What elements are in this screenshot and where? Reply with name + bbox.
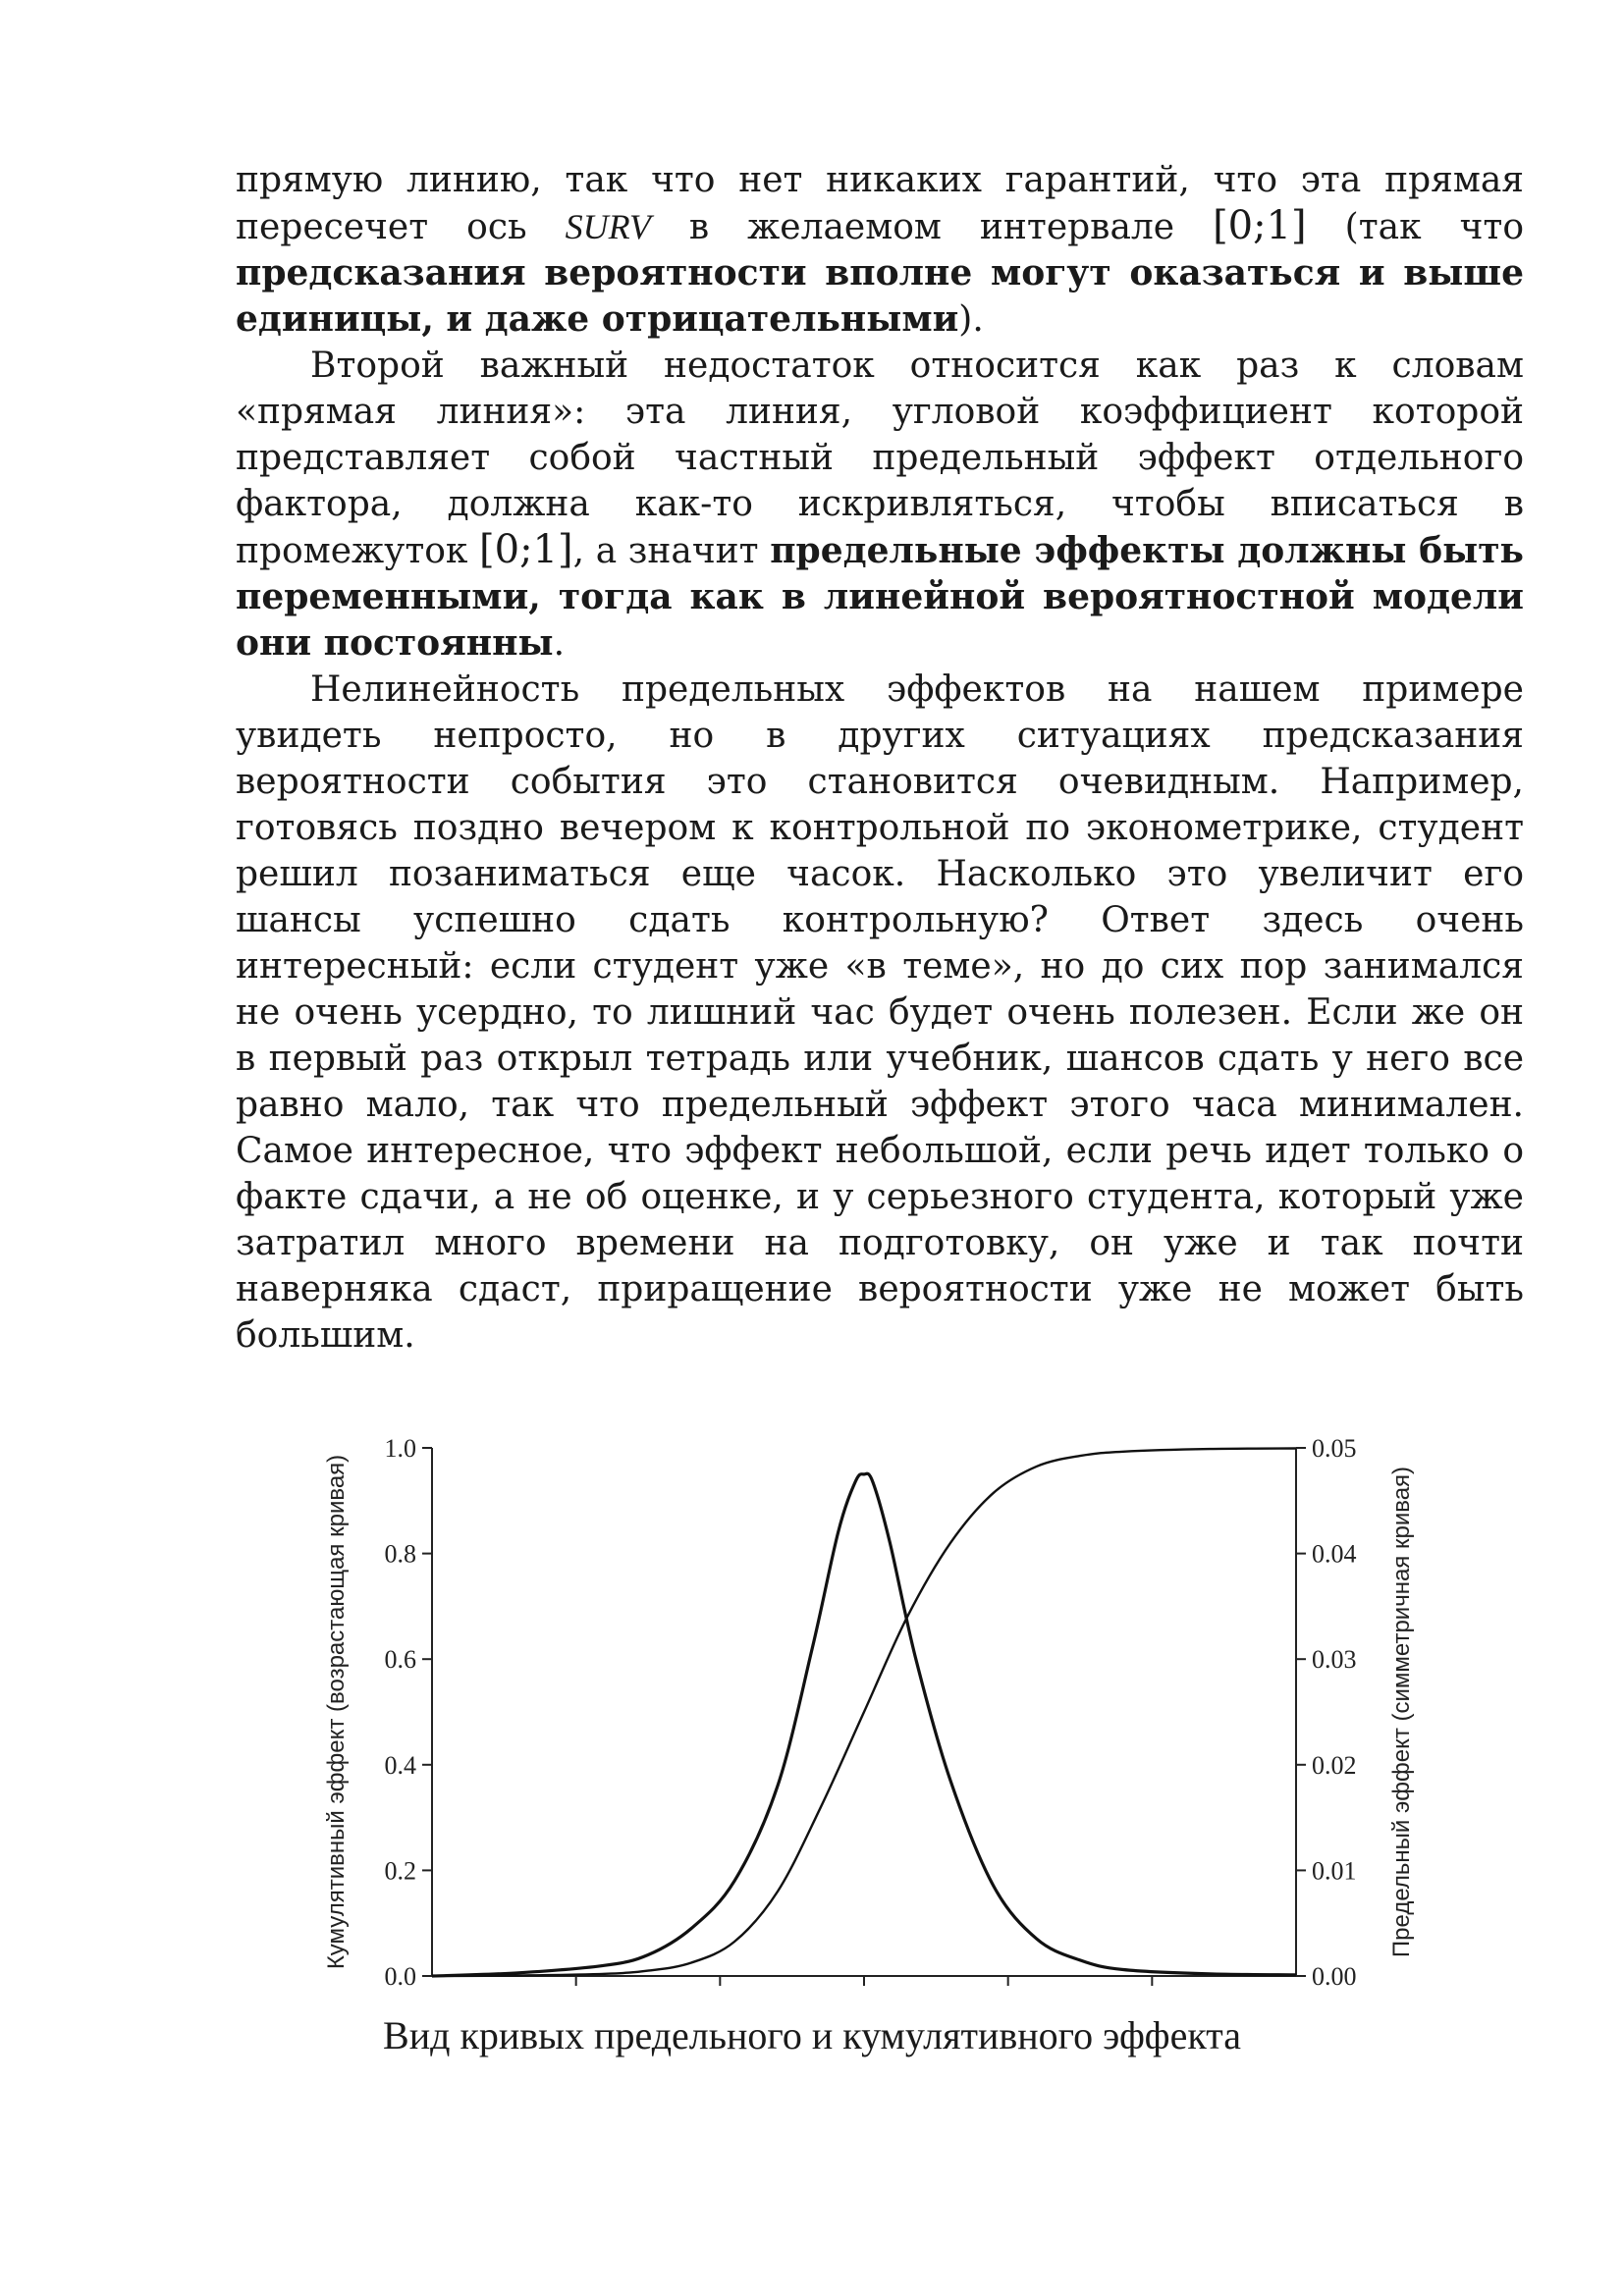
- paragraph: [236, 157, 1524, 343]
- right-tick-label: 0.02: [1312, 1750, 1357, 1780]
- text-run: [0;1]: [1213, 203, 1307, 248]
- text-run: Второй важный недостаток относится как раз к словам «прямая линия»: эта линия, угловой коэффициент которой представляет собой частный предельный эффект отдельного фактора, должна как-то искривляться, чтобы вписаться в промежуток: [236, 346, 1524, 571]
- italic-text: SURV: [565, 207, 651, 246]
- left-axis-label: Кумулятивный эффект (возрастающая кривая): [323, 1454, 350, 1970]
- left-tick-label: 0.8: [384, 1539, 416, 1569]
- right-tick-label: 0.01: [1312, 1856, 1357, 1886]
- right-tick-label: 0.05: [1312, 1434, 1357, 1463]
- effect-curves-chart: [314, 1404, 1434, 2091]
- cumulative-effect-curve: [432, 1449, 1296, 1977]
- right-axis-label: Предельный эффект (симметричная кривая): [1388, 1466, 1415, 1958]
- right-tick-label: 0.04: [1312, 1539, 1357, 1569]
- text-run: в желаемом интервале: [650, 207, 1214, 247]
- left-tick-label: 0.0: [384, 1962, 416, 1991]
- text-run: .: [553, 623, 566, 664]
- left-tick-label: 0.6: [384, 1645, 416, 1675]
- bold-text: предельные эффекты должны быть переменными, тогда как в линейной вероятностной модели они постоянны: [236, 530, 1524, 664]
- left-tick-label: 1.0: [384, 1434, 416, 1463]
- text-run: [0;1]: [479, 527, 573, 572]
- text-run: (так что: [1306, 207, 1524, 247]
- figure-caption: Вид кривых предельного и кумулятивного эффекта: [383, 2013, 1241, 2057]
- right-tick-label: 0.00: [1312, 1962, 1357, 1991]
- text-run: прямую линию, так что нет никаких гарантий, что эта прямая пересечет ось: [236, 160, 1524, 247]
- text-run: Нелинейность предельных эффектов на нашем примере увидеть непросто, но в других ситуациях предсказания вероятности события это становится очевидным. Например, готовясь поздно вечером к контрольной по эконометрике, студент решил позаниматься еще часок. Насколько это увеличит его шансы успешно сдать контрольную? Ответ здесь очень интересный: если студент уже «в теме», но до сих пор занимался не очень усердно, то лишний час будет очень полезен. Если же он в первый раз открыл тетрадь или учебник, шансов сдать у него все равно мало, так что предельный эффект этого часа минимален. Самое интересное, что эффект небольшой, если речь идет только о факте сдачи, а не об оценке, и у серьезного студента, который уже затратил много времени на подготовку, он уже и так почти наверняка сдаст, приращение вероятности уже не может быть большим.: [236, 669, 1524, 1356]
- text-run: , а значит: [572, 531, 771, 571]
- body-text: [236, 157, 1524, 1359]
- marginal-effect-curve: [432, 1473, 1296, 1976]
- right-tick-label: 0.03: [1312, 1645, 1357, 1675]
- left-tick-label: 0.4: [384, 1750, 416, 1780]
- bold-text: предсказания вероятности вполне могут оказаться и выше единицы, и даже отрицательными: [236, 252, 1524, 340]
- text-run: ).: [958, 299, 984, 340]
- paragraph: [236, 343, 1524, 667]
- left-tick-label: 0.2: [384, 1856, 416, 1886]
- paragraph: [236, 667, 1524, 1359]
